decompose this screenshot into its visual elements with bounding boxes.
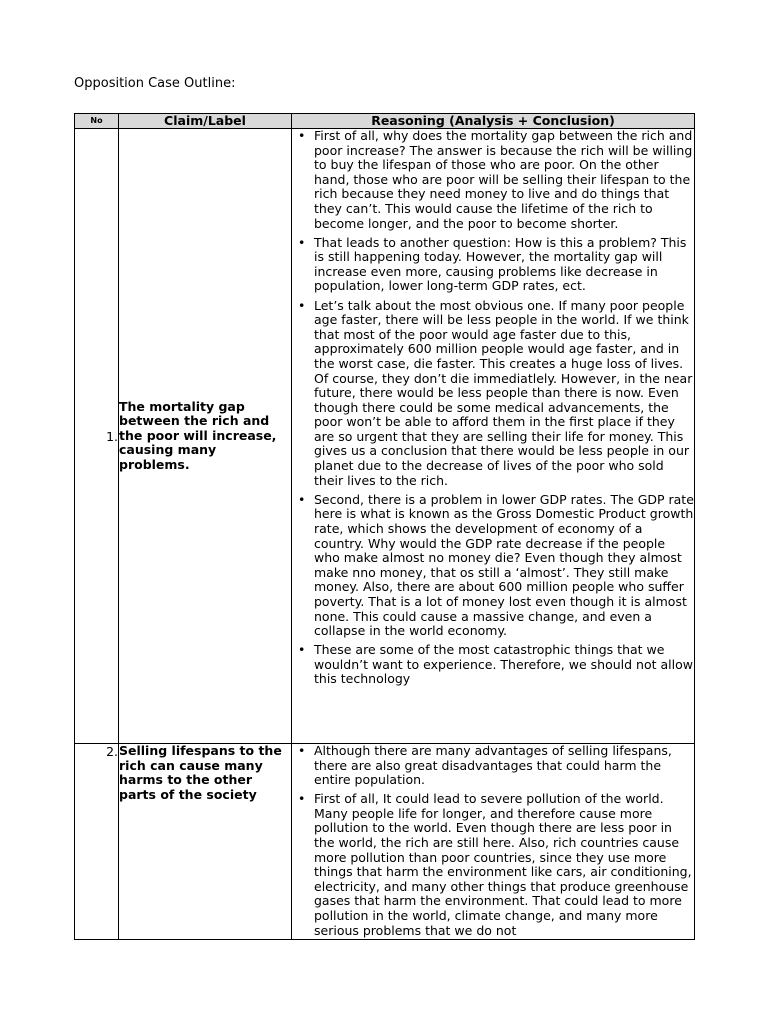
case-outline-table xyxy=(74,113,695,940)
page-heading: Opposition Case Outline: xyxy=(74,76,236,91)
claim-cell xyxy=(119,744,292,940)
header-claim: Claim/Label xyxy=(119,114,292,129)
claim-text: The mortality gap between the rich and the poor will increase, causing many problems. xyxy=(119,398,277,472)
row-number: 1. xyxy=(75,129,119,744)
table-row xyxy=(75,744,695,940)
header-reasoning: Reasoning (Analysis + Conclusion) xyxy=(292,114,695,129)
bullet-icon: • xyxy=(298,128,306,143)
bullet-icon: • xyxy=(298,642,306,658)
table-header-row xyxy=(75,114,695,129)
list-item: • First of all, why does the mortality gap between the rich and poor increase? The answer is because the rich will be willing to buy the lifespan of those who are poor. On the other hand, those who are poor will be selling their lifespan to the rich because they need money to live and do things that they can’t. This would cause the lifetime of the rich to become longer, and the poor to become shorter. xyxy=(298,128,693,231)
row-number: 2. xyxy=(75,744,119,940)
table-row xyxy=(75,129,695,744)
list-item: • Let’s talk about the most obvious one. If many poor people age faster, there will be less people in the world. If we think that most of the poor would age faster due to this, approximately 600 million people would age faster, and in the worst case, die faster. This creates a huge loss of lives. Of course, they don’t die immediatlely. However, in the near future, there would be less people than there is now. Even though there could be some medical advancements, the poor won’t be able to afford them in the first place if they are so urgent that they are selling their life for money. This gives us a conclusion that there would be less people in our planet due to the decrease of lives of the poor who sold their lives to the rich. xyxy=(298,297,693,488)
bullet-icon: • xyxy=(298,791,306,807)
claim-cell xyxy=(119,129,292,744)
list-item: • Second, there is a problem in lower GDP rates. The GDP rate here is what is known as the Gross Domestic Product growth rate, which shows the development of economy of a country. Why would the GDP rate decrease if the people who make almost no money die? Even though they almost make nno money, that os still a ‘almost’. They still make money. Also, there are about 600 million people who suffer poverty. That is a lot of money lost even though it is almost none. This could cause a massive change, and even a collapse in the world economy. xyxy=(298,491,694,639)
reasoning-cell xyxy=(292,129,695,744)
reasoning-cell xyxy=(292,744,695,940)
reasoning-list xyxy=(292,129,694,687)
list-item: • These are some of the most catastrophic things that we wouldn’t want to experience. Therefore, we should not allow this technology xyxy=(298,642,693,687)
list-item: • Although there are many advantages of selling lifespans, there are also great disadvantages that could harm the entire population. xyxy=(298,744,672,788)
list-item: • First of all, It could lead to severe pollution of the world. Many people life for longer, and therefore cause more pollution to the world. Even though there are less poor in the world, the rich are still here. Also, rich countries cause more pollution than poor countries, since they use more things that harm the environment like cars, air conditioning, electricity, and many other things that produce greenhouse gases that harm the environment. That could lead to more pollution in the world, climate change, and many more serious problems that we do not xyxy=(298,791,692,938)
claim-text: Selling lifespans to the rich can cause many harms to the other parts of the society xyxy=(119,743,282,802)
bullet-icon: • xyxy=(298,491,306,507)
list-item: • That leads to another question: How is this a problem? This is still happening today. However, the mortality gap will increase even more, causing problems like decrease in population, lower long-term GDP rates, ect. xyxy=(298,234,687,294)
bullet-icon: • xyxy=(298,744,306,758)
bullet-icon: • xyxy=(298,297,306,313)
reasoning-list xyxy=(292,744,694,938)
header-no: No xyxy=(75,114,119,129)
bullet-icon: • xyxy=(298,234,306,250)
